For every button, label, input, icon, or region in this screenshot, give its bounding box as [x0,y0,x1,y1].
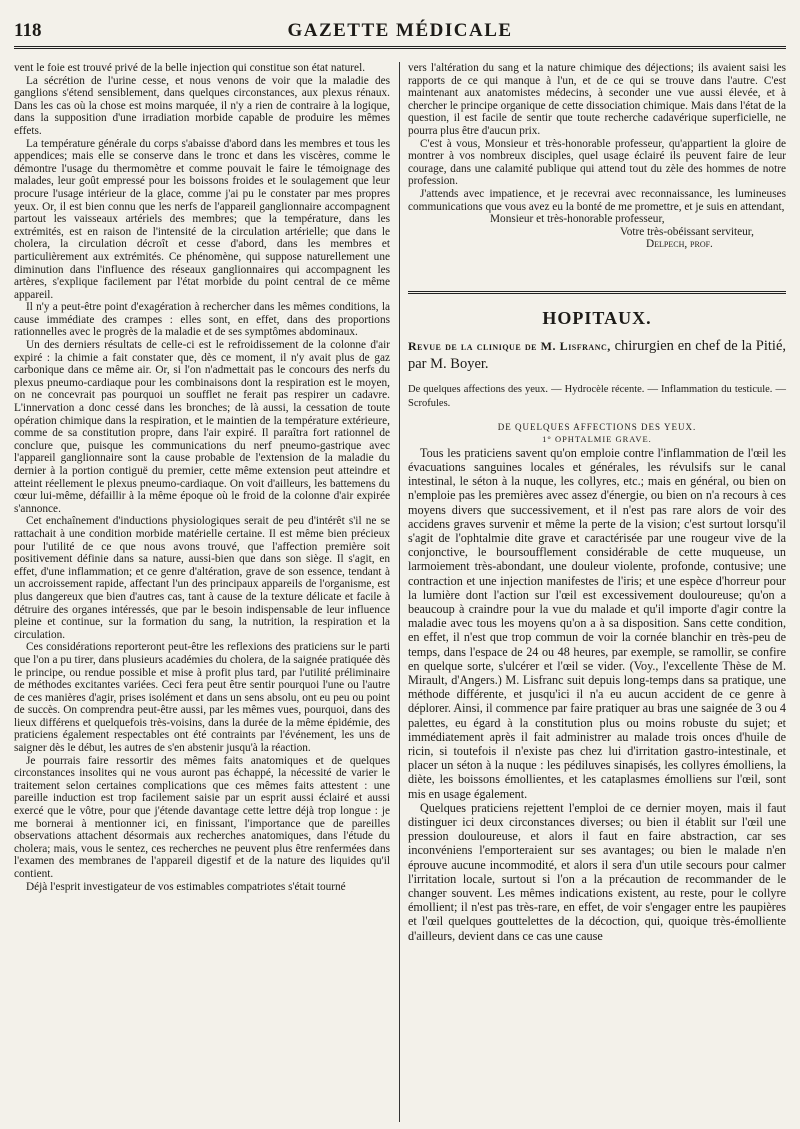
page-header [14,20,786,46]
subsubsection-title: 1° OPHTALMIE GRAVE. [542,434,652,445]
article-subtitle: De quelques affections des yeux. — Hydrocèle récente. — Inflammation du testicule. — Scrofules. [408,383,786,409]
paragraph: La température générale du corps s'abaisse d'abord dans les membres et tous les appendices; mais elle se conserve dans le tronc et dans les viscères, comme le démontre l'usage du thermomètre et comme pouvait le faire le témoignage des malades, leur goût empressé pour les boissons froides et le soulagement que leur procure l'usage intérieur de la glace, comme j'ai pu le constater par mes propres yeux. Or, il est bien connu que les nerfs de l'appareil ganglionnaire accompagnent partout les vaisseaux artériels des membres; que la température, dans les extrémités, est en raison de l'intensité de la circulation artérielle; que dans le cholera, la circulation décroît et cesse d'abord, dans les membres et particulièrement aux extrémités. Ce phénomène, qui suppose naturellement une diminution dans l'influence des réseaux ganglionnaires qui accompagnent les artères, s'explique facilement par l'état morbide du point central de ce même appareil. [14,137,390,301]
column-divider [399,62,400,1122]
letter-salutation: Monsieur et très-honorable professeur, [490,213,665,226]
letter-signature: Delpech, prof. [646,238,713,251]
subsection-title: DE QUELQUES AFFECTIONS DES YEUX. [497,421,697,432]
article-title-suffix: chirurgien en chef de la Pitié, par M. Boyer. [408,337,787,372]
article-body [408,446,786,943]
section-rule [408,291,786,294]
page-number: 118 [14,20,42,41]
journal-title: GAZETTE MÉDICALE [287,20,513,41]
article-title-prefix: Revue de la clinique de M. Lisfranc, [408,338,611,353]
article-title [408,337,786,373]
paragraph: Un des derniers résultats de celle-ci est le refroidissement de la colonne d'air expiré : la chimie a fait constater que, dès ce moment, il n'y avait plus de gaz carbonique dans ce même air. Or, si l'on n'admettait pas le concours des nerfs du plexus pneumo-cardiaque pour les combinaisons dont la respiration est le moyen, on ne concevrait pas pourquoi un soufflet ne ferait pas respirer un cadavre. L'innervation a donc cessé dans les bronches; de là aussi, la cessation de toute opération chimique dans la respiration, et le maintien de la température extérieure, comme de sa constitution propre, dans l'air expiré. Il paraîtra fort rationnel de conclure que, puisque les communications du nerf pneumo-gastrique avec l'appareil ganglionnaire sont la cause probable de l'extension de la maladie du dernier à la portion contiguë du premier, cette même extension peut atteindre et atteint réellement le plexus pneumo-cardiaque. On voit d'ailleurs, les battemens du cœur lui-même, défaillir à la même époque où le froid de la colonne d'air expirée s'annonce. [14,339,390,515]
paragraph: Ces considérations reporteront peut-être les reflexions des praticiens sur le parti que l'on a pu tirer, dans plusieurs académies du cholera, de la saignée pratiquée dès le principe, ou rendue possible et mise à profit plus tard, par l'utilité préliminaire de méthodes excitantes variées. Ceci fera peut être sentir pourquoi l'une ou l'autre de ces manières d'agir, prises isolément et dans un sens absolu, ont eu peu ou point de succès. On comprendra peut-être aussi, par les mêmes vues, pourquoi, dans des lieux différens et quelquefois très-voisins, dans la durée de la même épidémie, des praticiens également respectables ont été contraints par l'événement, les uns de saigner dès le début, les autres de s'en abstenir jusqu'à la réaction. [14,641,390,755]
paragraph: La sécrétion de l'urine cesse, et nous venons de voir que la maladie des ganglions s'étend sensiblement, dans quelques circonstances, aux plexus rénaux. Dans les cas où la chose est moins marquée, il n'y a rien de contraire à la logique, dans la supposition d'une irradiation morbide capable de produire les mêmes effets. [14,74,390,137]
paragraph: vent le foie est trouvé privé de la belle injection qui constitue son état naturel. [14,62,366,74]
paragraph: J'attends avec impatience, et je recevrai avec reconnaissance, les lumineuses communications que vous avez eu la bonté de me promettre, et je suis en attendant, [408,187,786,213]
left-column [14,62,390,893]
right-column [408,62,786,943]
paragraph: C'est à vous, Monsieur et très-honorable professeur, qu'appartient la gloire de montrer à vos nombreux disciples, quel usage éclairé ils peuvent faire de leur courage, dans une calamité publique qui attend tout du zèle des hommes de notre profession. [408,137,786,188]
header-rule [14,46,786,49]
section-title: HOPITAUX. [542,307,652,328]
paragraph: Quelques praticiens rejettent l'emploi de ce dernier moyen, mais il faut distinguer ici deux circonstances diverses; ou bien il établit sur l'œil une pression douloureuse, et alors il faut en faire abstraction, car ses inconvéniens l'emporteraient sur ses avantages; ou bien le malade n'en éprouve aucune incommodité, et alors il sera d'un utile secours pour calmer l'irritation locale, surtout si l'on a la précaution de recommander de le changer souvent. Les mêmes indications existent, au reste, pour le collyre émollient; il n'est pas très-rare, en effet, de voir s'engager entre les paupières et l'œil quelques gouttelettes de la décoction, qui, quoique très-émolliente d'ailleurs, devient dans ce cas une cause [408,800,786,943]
paragraph: Cet enchaînement d'inductions physiologiques serait de peu d'intérêt s'il ne se rattachait à une condition morbide matérielle certaine. Il est même bien précieux pour l'utilité de ce que nous avons trouvé, que l'affection première soit positivement définie dans sa nature, aussi-bien que dans son siège. Il s'agit, en effet, d'une inflammation; et ce genre d'altération, grave de son essence, tendant à un accroissement rapide, affectant l'un des principaux appareils de l'organisme, est plus dangereux que bien d'autres cas, tant à cause de la texture délicate et facile à détruire des organes intéressés, que par le besoin indispensable de leur influence pleine et continue, sur la formation du sang, la nutrition, la respiration et la circulation. [14,515,390,641]
paragraph: Tous les praticiens savent qu'on emploie contre l'inflammation de l'œil les évacuations sanguines locales et générales, les révulsifs sur le canal intestinal, le séton à la nuque, les collyres, etc.; mais en général, ou bien on n'emploie pas les premières avec assez d'énergie, ou bien on n'a recours à ces moyens divers que successivement, et il n'est pas rare alors de voir des accidens graves survenir et même la perte de la vision; c'est surtout lorsqu'il s'agit de l'ophtalmie dite grave et caractérisée par une rougeur vive de la conjonctive, le boursoufflement considérable de cette muqueuse, un larmoiement très-abondant, une douleur violente, profonde, contusive; une contraction et une injection manifestes de l'iris; et une espèce d'horreur pour la lumière dont l'action sur l'œil est excessivement douloureuse; qu'on a beaucoup à craindre pour la vue du malade et qu'il importe d'agir contre la maladie avec tous les moyens qu'on a à sa disposition. Sans cette condition, en effet, il n'est que trop commun de voir la cornée blanchir en très-peu de temps, dans l'espace de 24 ou 48 heures, par exemple, se ramollir, se confire en quelque sorte, s'ulcérer et l'œil se vider. (Voy., l'excellente Thèse de M. Mirault, d'Angers.) M. Lisfranc suit depuis long-temps dans sa pratique, une méthode différente, et jusqu'ici il n'a eu aucun accident de ce genre à déplorer. Ainsi, il commence par faire pratiquer au bras une saignée de 3 ou 4 palettes, eu égard à la constitution plus ou moins robuste du sujet; et immédiatement après il fait administrer au malade trois onces d'huile de ricin, si toutefois il n'existe pas chez lui d'irritation gastro-intestinale, et placer un séton à la nuque : les pédiluves sinapisés, les collyres émolliens, la diète, les boissons émollientes, et les cataplasmes émolliens sur l'œil, sont mis en usage également. [408,445,786,801]
paragraph: vers l'altération du sang et la nature chimique des déjections; ils avaient saisi les rapports de ce qui manque à l'un, et de ce qui se trouve dans l'autre. C'est maintenant aux anatomistes médecins, à seconder une vue aussi élevée, et à chercher le principe organique de cette dissociation chimique. Mais dans l'état de la question, il est facile de sentir que toute recherche cadavérique superficielle, ne pourra plus être d'aucun prix. [408,62,786,137]
paragraph: Déjà l'esprit investigateur de vos estimables compatriotes s'était tourné [26,880,346,893]
paragraph: Il n'y a peut-être point d'exagération à rechercher dans les mêmes conditions, la cause immédiate des crampes : elles sont, en effet, dans des proportions rationnelles avec le progrès de la maladie et de ses symptômes abdominaux. [14,301,390,339]
paragraph: Je pourrais faire ressortir des mêmes faits anatomiques et de quelques circonstances insolites qui ne vous auront pas échappé, la nécessité de varier le traitement selon certaines complications que ces mêmes faits attestent : une pareille induction est trop facilement saisie par un esprit aussi éclairé et aussi exercé que le vôtre, pour que j'étende davantage cette lettre déjà trop longue : je me bornerai à mentionner ici, en finissant, l'importance que de pareilles observations attachent désormais aux recherches anatomiques, dans l'étude du cholera; mais, vous le sentez, ces recherches ne peuvent plus être renfermées dans l'examen des membranes de l'appareil digestif et de la nature des liquides qu'il contient. [14,754,390,880]
letter-closing: Votre très-obéissant serviteur, [620,225,754,238]
